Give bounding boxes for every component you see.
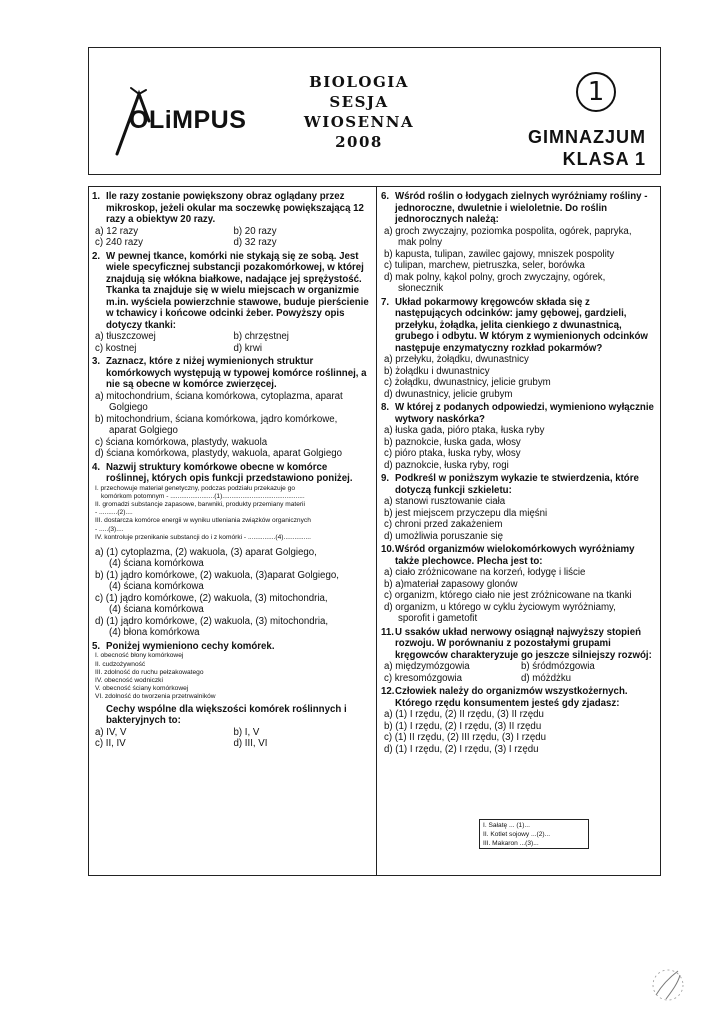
column-divider [376, 187, 377, 875]
answers-8 [381, 425, 658, 471]
question-5-prompt: Cechy wspólne dla większości komórek roślinnych i bakteryjnych to: [106, 703, 347, 727]
answer-8a[interactable]: a) łuska gada, pióro ptaka, łuska ryby [384, 425, 545, 436]
answers-12 [381, 709, 562, 755]
answer-6a[interactable]: a) groch zwyczajny, poziomka pospolita, ogórek, papryka, mak polny [384, 225, 632, 248]
question-1: 1. Ile razy zostanie powiększony obraz oglądany przez mikroskop, jeżeli okular ma soczewkę powiększającą 12 razy a obiektyw 20 razy. [92, 191, 364, 225]
answer-8b[interactable]: b) paznokcie, łuska gada, włosy [384, 436, 521, 448]
session: SESJA WIOSENNA [303, 93, 415, 131]
answer-11d[interactable]: d) móżdżku [521, 672, 572, 684]
answers-5 [92, 727, 372, 750]
answer-5c[interactable]: c) II, IV [95, 738, 126, 750]
answer-4c[interactable]: c) (1) jądro komórkowe, (2) wakuola, (3) mitochondria, (4) ściana komórkowa [95, 592, 328, 616]
answer-11c[interactable]: c) kresomózgowia [384, 672, 463, 684]
answer-1c[interactable]: c) 240 razy [95, 237, 143, 248]
answer-9a[interactable]: a) stanowi rusztowanie ciała [384, 496, 506, 507]
question-6: 6. Wśród roślin o łodygach zielnych wyróżniamy rośliny - jednoroczne, dwuletnie i wieloletnie. Do roślin jednorocznych należą: [381, 191, 648, 225]
answer-7c[interactable]: c) żołądku, dwunastnicy, jelicie grubym [384, 377, 551, 388]
logo-text: OLiMPUS [129, 106, 247, 134]
answer-7a[interactable]: a) przełyku, żołądku, dwunastnicy [384, 354, 529, 365]
answer-9b[interactable]: b) jest miejscem przyczepu dla mięśni [384, 507, 548, 519]
answer-1d[interactable]: d) 32 razy [233, 237, 277, 248]
answer-8d[interactable]: d) paznokcie, łuska ryby, rogi [384, 459, 509, 471]
answer-8c[interactable]: c) pióro ptaka, łuska ryby, włosy [384, 448, 521, 459]
answer-12d[interactable]: d) (1) I rzędu, (2) I rzędu, (3) I rzędu [384, 743, 539, 755]
answers-10 [381, 567, 658, 625]
question-10: 10. Wśród organizmów wielokomórkowych wyróżniamy także plechowce. Plecha jest to: [381, 544, 635, 567]
answers-2 [92, 331, 372, 354]
answers-6 [381, 226, 658, 295]
answer-5b[interactable]: b) I, V [233, 726, 260, 738]
question-3: 3. Zaznacz, które z niżej wymienionych struktur komórkowych występują w typowej komórce roślinnej, a nie są obecne w komórce zwierzęcej. [92, 356, 367, 390]
answer-10a[interactable]: a) ciało zróżnicowane na korzeń, łodygę i liście [384, 567, 586, 578]
answers-11 [381, 661, 658, 684]
header-box [88, 47, 661, 175]
question-4: 4. Nazwij struktury komórkowe obecne w komórce roślinnej, których opis funkcji przedstawiono poniżej. [92, 461, 353, 484]
answer-4a[interactable]: a) (1) cytoplazma, (2) wakuola, (3) aparat Golgiego, (4) ściana komórkowa [95, 546, 317, 570]
answer-2d[interactable]: d) krwi [233, 342, 263, 354]
food-item-3: III. Makaron ...(3)... [483, 840, 539, 847]
subject: BIOLOGIA [309, 73, 409, 91]
handwritten-mark [648, 965, 688, 1005]
left-column [92, 189, 372, 750]
answers-3 [92, 391, 372, 460]
answer-6d[interactable]: d) mak polny, kąkol polny, groch zwyczajny, ogórek, słonecznik [384, 271, 606, 294]
answer-12c[interactable]: c) (1) II rzędu, (2) III rzędu, (3) I rzędu [384, 732, 547, 743]
question-5-items: I. obecność błony komórkowej II. cudzożywność III. zdolność do ruchu pełzakowatego IV. obecność wodniczki V. obecność ściany komórkowej VI. zdolność do tworzenia przetrwalników [95, 652, 216, 701]
answer-4d[interactable]: d) (1) jądro komórkowe, (2) wakuola, (3) mitochondria, (4) błona komórkowa [95, 615, 329, 639]
answer-2a[interactable]: a) tłuszczowej [95, 331, 156, 342]
question-11: 11. U ssaków układ nerwowy osiągnął najwyższy stopień rozwoju. W porównaniu z pozostałymi grupami kręgowców charakteryzuje go jeszcze silniejszy rozwój: [381, 626, 652, 661]
answer-11b[interactable]: b) śródmózgowia [521, 661, 595, 672]
answer-10c[interactable]: c) organizm, którego ciało nie jest zróżnicowane na tkanki [384, 590, 632, 601]
answer-2b[interactable]: b) chrzęstnej [233, 331, 289, 342]
right-column [381, 189, 658, 755]
food-item-1: I. Sałatę ... (1)... [483, 822, 530, 829]
answer-7d[interactable]: d) dwunastnicy, jelicie grubym [384, 388, 513, 400]
answer-12b[interactable]: b) (1) I rzędu, (2) I rzędu, (3) II rzędu [384, 720, 542, 732]
answer-3d[interactable]: d) ściana komórkowa, plastydy, wakuola, aparat Golgiego [95, 448, 342, 459]
answer-1a[interactable]: a) 12 razy [95, 225, 139, 237]
answer-11a[interactable]: a) międzymózgowia [384, 661, 470, 672]
answer-10d[interactable]: d) organizm, u którego w cyklu życiowym wyróżniamy, sporofit i gametofit [384, 601, 616, 624]
answers-7 [381, 354, 658, 400]
set-number: 1 [576, 72, 616, 112]
answer-4b[interactable]: b) (1) jądro komórkowe, (2) wakuola, (3)aparat Golgiego, (4) ściana komórkowa [95, 569, 339, 593]
school: GIMNAZJUM [528, 127, 646, 147]
answer-6b[interactable]: b) kapusta, tulipan, zawilec gajowy, mniszek pospolity [384, 248, 615, 260]
answer-5a[interactable]: a) IV, V [95, 726, 127, 738]
food-item-2: II. Kotlet sojowy ...(2)... [483, 831, 551, 838]
question-4-items: I. przechowuje materiał genetyczny, podczas podziału przekazuje go komórkom potomnym - ........................(1)............................................. II. gromadzi substancje zapasowe, barwniki, produkty przemiany materii - ..........(2).... III. dostarcza komórce energii w wyniku utleniania związków organicznych - .....(3).... IV. kontroluje przenikanie substancji do i z komórki - ...............(4)............... [95, 484, 311, 541]
question-7: 7. Układ pokarmowy kręgowców składa się z następujących odcinków: jamy gębowej, gardzieli, przełyku, żołądka, jelita cienkiego z dwunastnicą, grubego i odbytu. W którym z wymienionych odcinków następuje enzymatyczny rozkład pokarmów? [381, 296, 648, 354]
answers-9 [381, 496, 658, 542]
grade: KLASA 1 [562, 149, 646, 169]
answers-4 [92, 547, 372, 639]
answer-6c[interactable]: c) tulipan, marchew, pietruszka, seler, borówka [384, 260, 585, 271]
exam-title [279, 72, 439, 152]
school-level [528, 126, 646, 170]
answer-9d[interactable]: d) umożliwia poruszanie się [384, 530, 503, 542]
answer-3b[interactable]: b) mitochondrium, ściana komórkowa, jądro komórkowe, aparat Golgiego [95, 413, 338, 436]
answer-7b[interactable]: b) żołądku i dwunastnicy [384, 365, 490, 377]
food-list-box [479, 819, 589, 849]
answer-1b[interactable]: b) 20 razy [233, 225, 277, 237]
question-8: 8. W której z podanych odpowiedzi, wymieniono wyłącznie wytwory naskórka? [381, 402, 654, 425]
answers-1 [92, 226, 372, 249]
question-2: 2. W pewnej tkance, komórki nie stykają się ze sobą. Jest wiele specyficznej substancji pozakomórkowej, w której znajdują się włókna białkowe, nadające jej sprężystość. Tkanka ta znajduje się w wielu miejscach w organizmie m.in. wyściela powierzchnie stawowe, buduje pierścienie w tchawicy i końcowe odcinki żeber. Powyższy opis dotyczy tkanki: [92, 250, 369, 331]
question-9: 9. Podkreśl w poniższym wykazie te stwierdzenia, które dotyczą funkcji szkieletu: [381, 473, 639, 496]
answer-5d[interactable]: d) III, VI [233, 738, 268, 750]
questions-box [88, 186, 661, 876]
question-5: 5. Poniżej wymieniono cechy komórek. [92, 640, 275, 652]
answer-9c[interactable]: c) chroni przed zakażeniem [384, 519, 503, 530]
answer-3a[interactable]: a) mitochondrium, ściana komórkowa, cytoplazma, aparat Golgiego [95, 390, 343, 413]
answer-3c[interactable]: c) ściana komórkowa, plastydy, wakuola [95, 436, 268, 448]
answer-12a[interactable]: a) (1) I rzędu, (2) II rzędu, (3) II rzędu [384, 709, 544, 720]
year: 2008 [335, 133, 383, 151]
answer-2c[interactable]: c) kostnej [95, 342, 137, 354]
question-12: 12. Człowiek należy do organizmów wszystkożernych. Którego rzędu konsumentem jesteś gdy zjadasz: [381, 686, 628, 709]
answer-10b[interactable]: b) a)materiał zapasowy glonów [384, 578, 518, 590]
